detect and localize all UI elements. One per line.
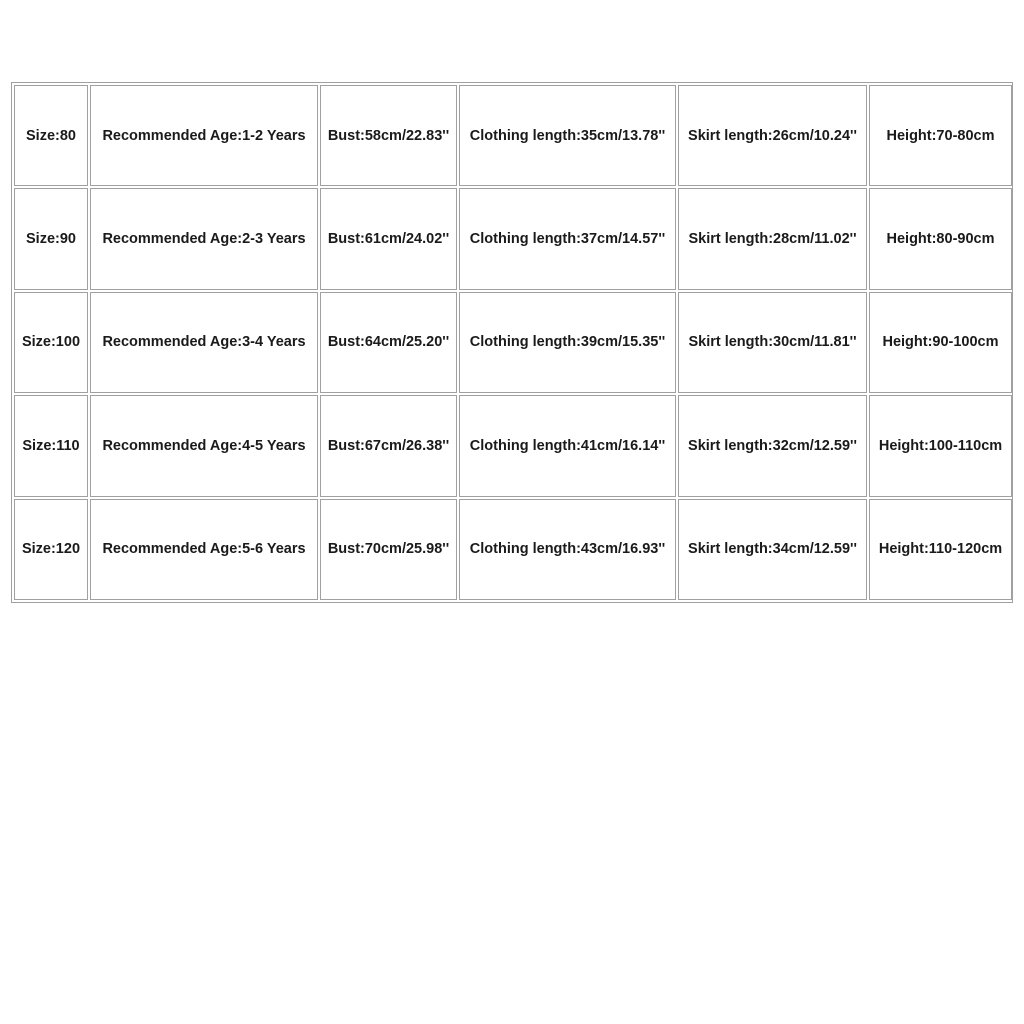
- table-row: [14, 188, 1012, 289]
- clothing-length-cell: Clothing length:43cm/16.93'': [459, 499, 676, 600]
- skirt-length-cell: Skirt length:34cm/12.59'': [678, 499, 867, 600]
- table-row: [14, 499, 1012, 600]
- bust-cell: Bust:61cm/24.02'': [320, 188, 457, 289]
- size-cell: Size:90: [14, 188, 88, 289]
- skirt-length-cell: Skirt length:28cm/11.02'': [678, 188, 867, 289]
- height-cell: Height:70-80cm: [869, 85, 1012, 186]
- clothing-length-cell: Clothing length:39cm/15.35'': [459, 292, 676, 393]
- height-cell: Height:90-100cm: [869, 292, 1012, 393]
- recommended-age-cell: Recommended Age:3-4 Years: [90, 292, 318, 393]
- size-cell: Size:110: [14, 395, 88, 496]
- size-cell: Size:80: [14, 85, 88, 186]
- recommended-age-cell: Recommended Age:2-3 Years: [90, 188, 318, 289]
- recommended-age-cell: Recommended Age:4-5 Years: [90, 395, 318, 496]
- bust-cell: Bust:64cm/25.20'': [320, 292, 457, 393]
- bust-cell: Bust:58cm/22.83'': [320, 85, 457, 186]
- size-chart-table-container: [11, 82, 1013, 603]
- table-row: [14, 395, 1012, 496]
- recommended-age-cell: Recommended Age:1-2 Years: [90, 85, 318, 186]
- height-cell: Height:100-110cm: [869, 395, 1012, 496]
- clothing-length-cell: Clothing length:41cm/16.14'': [459, 395, 676, 496]
- size-chart-table: [12, 83, 1014, 602]
- clothing-length-cell: Clothing length:35cm/13.78'': [459, 85, 676, 186]
- recommended-age-cell: Recommended Age:5-6 Years: [90, 499, 318, 600]
- clothing-length-cell: Clothing length:37cm/14.57'': [459, 188, 676, 289]
- height-cell: Height:110-120cm: [869, 499, 1012, 600]
- skirt-length-cell: Skirt length:32cm/12.59'': [678, 395, 867, 496]
- height-cell: Height:80-90cm: [869, 188, 1012, 289]
- size-cell: Size:100: [14, 292, 88, 393]
- bust-cell: Bust:67cm/26.38'': [320, 395, 457, 496]
- bust-cell: Bust:70cm/25.98'': [320, 499, 457, 600]
- skirt-length-cell: Skirt length:30cm/11.81'': [678, 292, 867, 393]
- table-row: [14, 85, 1012, 186]
- size-cell: Size:120: [14, 499, 88, 600]
- skirt-length-cell: Skirt length:26cm/10.24'': [678, 85, 867, 186]
- table-row: [14, 292, 1012, 393]
